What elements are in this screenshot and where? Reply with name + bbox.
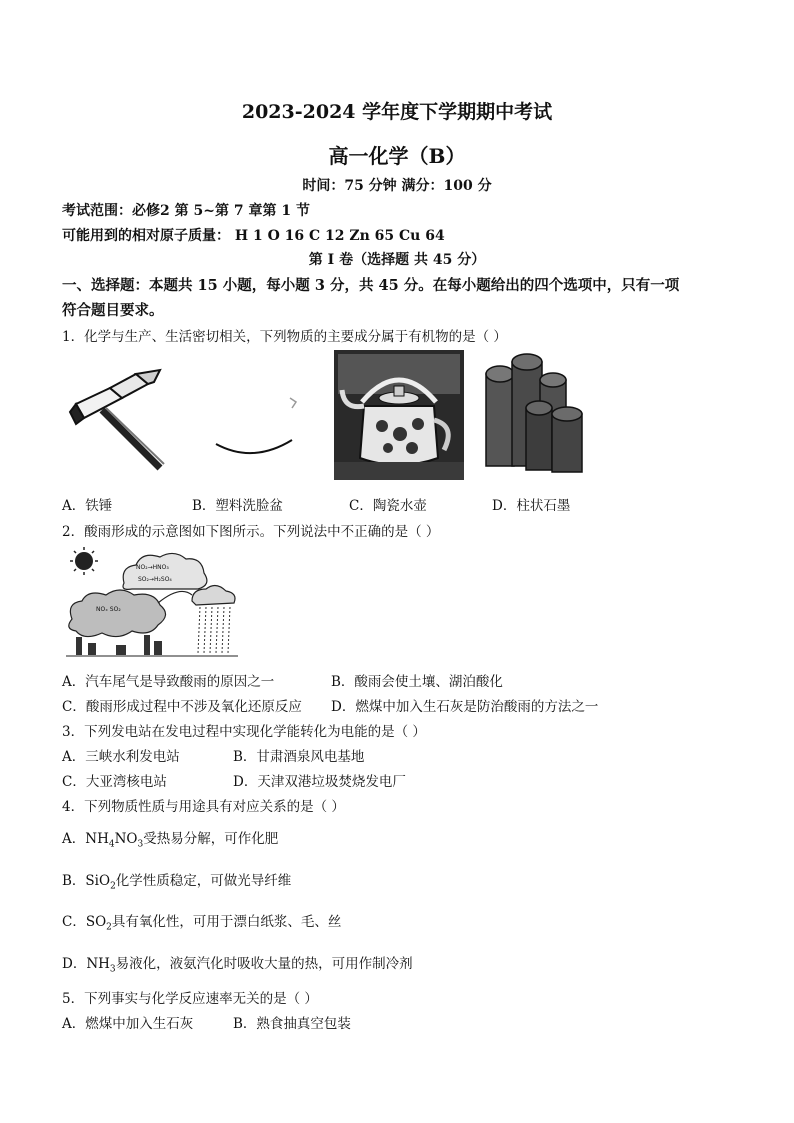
question-2-stem: 2．酸雨形成的示意图如下图所示。下列说法中不正确的是（ ） [62, 524, 440, 540]
label-so2-h2so4: SO₂→H₂SO₄ [138, 576, 172, 583]
q4-c-text: 具有氧化性，可用于漂白纸浆、毛、丝 [111, 914, 342, 930]
q4-a-sub-2: 3 [137, 839, 144, 850]
acid-rain-diagram [62, 545, 242, 663]
smoke-cloud [69, 590, 166, 637]
q1-option-a: A．铁锤 [62, 498, 113, 514]
q1-option-c: C．陶瓷水壶 [349, 498, 427, 514]
q4-d-text: 易液化，液氨汽化时吸收大量的热，可用作制冷剂 [115, 956, 413, 972]
q5-option-a: A．燃煤中加入生石灰 [62, 1016, 194, 1032]
q4-option-a [62, 827, 278, 850]
question-1-stem: 1．化学与生产、生活密切相关，下列物质的主要成分属于有机物的是（ ） [62, 329, 507, 345]
q4-c-sub: 2 [106, 922, 112, 933]
q3-option-c: C．大亚湾核电站 [62, 774, 167, 790]
hammer-image [62, 352, 172, 472]
q3-option-b: B．甘肃酒泉风电基地 [233, 749, 365, 765]
q1-option-b: B．塑料洗脸盆 [192, 498, 283, 514]
section-instructions-line2: 符合题目要求。 [62, 302, 164, 319]
q4-d-formula: NH [86, 956, 110, 972]
ceramic-teapot-image [334, 350, 464, 480]
time-info: 时间：75 分钟 满分：100 分 [302, 178, 492, 194]
q2-option-a: A．汽车尾气是导致酸雨的原因之一 [62, 674, 275, 690]
q4-option-c [62, 910, 341, 933]
q3-option-a: A．三峡水利发电站 [62, 749, 180, 765]
plastic-basin-image [198, 352, 308, 472]
q2-option-c: C．酸雨形成过程中不涉及氧化还原反应 [62, 699, 302, 715]
section-instructions-line1: 一、选择题：本题共 15 小题，每小题 3 分，共 45 分。在每小题给出的四个选项中，只有一项 [62, 277, 680, 294]
q2-option-b: B．酸雨会使土壤、湖泊酸化 [331, 674, 503, 690]
q2-option-d: D．燃煤中加入生石灰是防治酸雨的方法之一 [331, 699, 599, 715]
q3-option-d: D．天津双港垃圾焚烧发电厂 [233, 774, 406, 790]
exam-scope: 考试范围：必修2 第 5~第 7 章第 1 节 [62, 203, 310, 219]
label-no2-hno3: NO₂→HNO₃ [136, 564, 169, 571]
upper-cloud [123, 553, 207, 589]
q4-a-formula-2: NO [114, 831, 138, 847]
q4-b-formula: SiO [85, 873, 111, 889]
q4-option-d [62, 952, 413, 975]
q4-d-sub: 3 [109, 964, 116, 975]
factory-icon [76, 635, 162, 655]
q4-a-sub-1: 4 [108, 839, 115, 850]
q4-c-prefix: C． [62, 914, 86, 930]
rain-cloud [192, 585, 235, 653]
q4-a-prefix: A． [62, 831, 86, 847]
label-nox-so2: NOₓ SO₂ [96, 606, 121, 613]
q4-c-formula: SO [85, 914, 107, 930]
exam-title: 2023-2024 学年度下学期期中考试 [241, 101, 553, 123]
question-3-stem: 3．下列发电站在发电过程中实现化学能转化为电能的是（ ） [62, 724, 426, 740]
atomic-mass-line: 可能用到的相对原子质量： H 1 O 16 C 12 Zn 65 Cu 64 [62, 228, 445, 244]
q4-b-text: 化学性质稳定，可做光导纤维 [115, 873, 292, 889]
q4-b-sub: 2 [110, 881, 116, 892]
q4-a-formula-1: NH [85, 831, 109, 847]
volume-title: 第 I 卷（选择题 共 45 分） [308, 252, 486, 268]
q4-option-b [62, 869, 291, 892]
graphite-rods-image [482, 352, 594, 476]
sun-icon [70, 547, 98, 575]
q5-option-b: B．熟食抽真空包装 [233, 1016, 351, 1032]
q4-d-prefix: D． [62, 956, 87, 972]
q4-a-text: 受热易分解，可作化肥 [143, 831, 279, 847]
question-5-stem: 5．下列事实与化学反应速率无关的是（ ） [62, 991, 318, 1007]
exam-subject: 高一化学（B） [328, 144, 466, 168]
q4-b-prefix: B． [62, 873, 86, 889]
question-4-stem: 4．下列物质性质与用途具有对应关系的是（ ） [62, 799, 345, 815]
q1-option-d: D．柱状石墨 [492, 498, 571, 514]
